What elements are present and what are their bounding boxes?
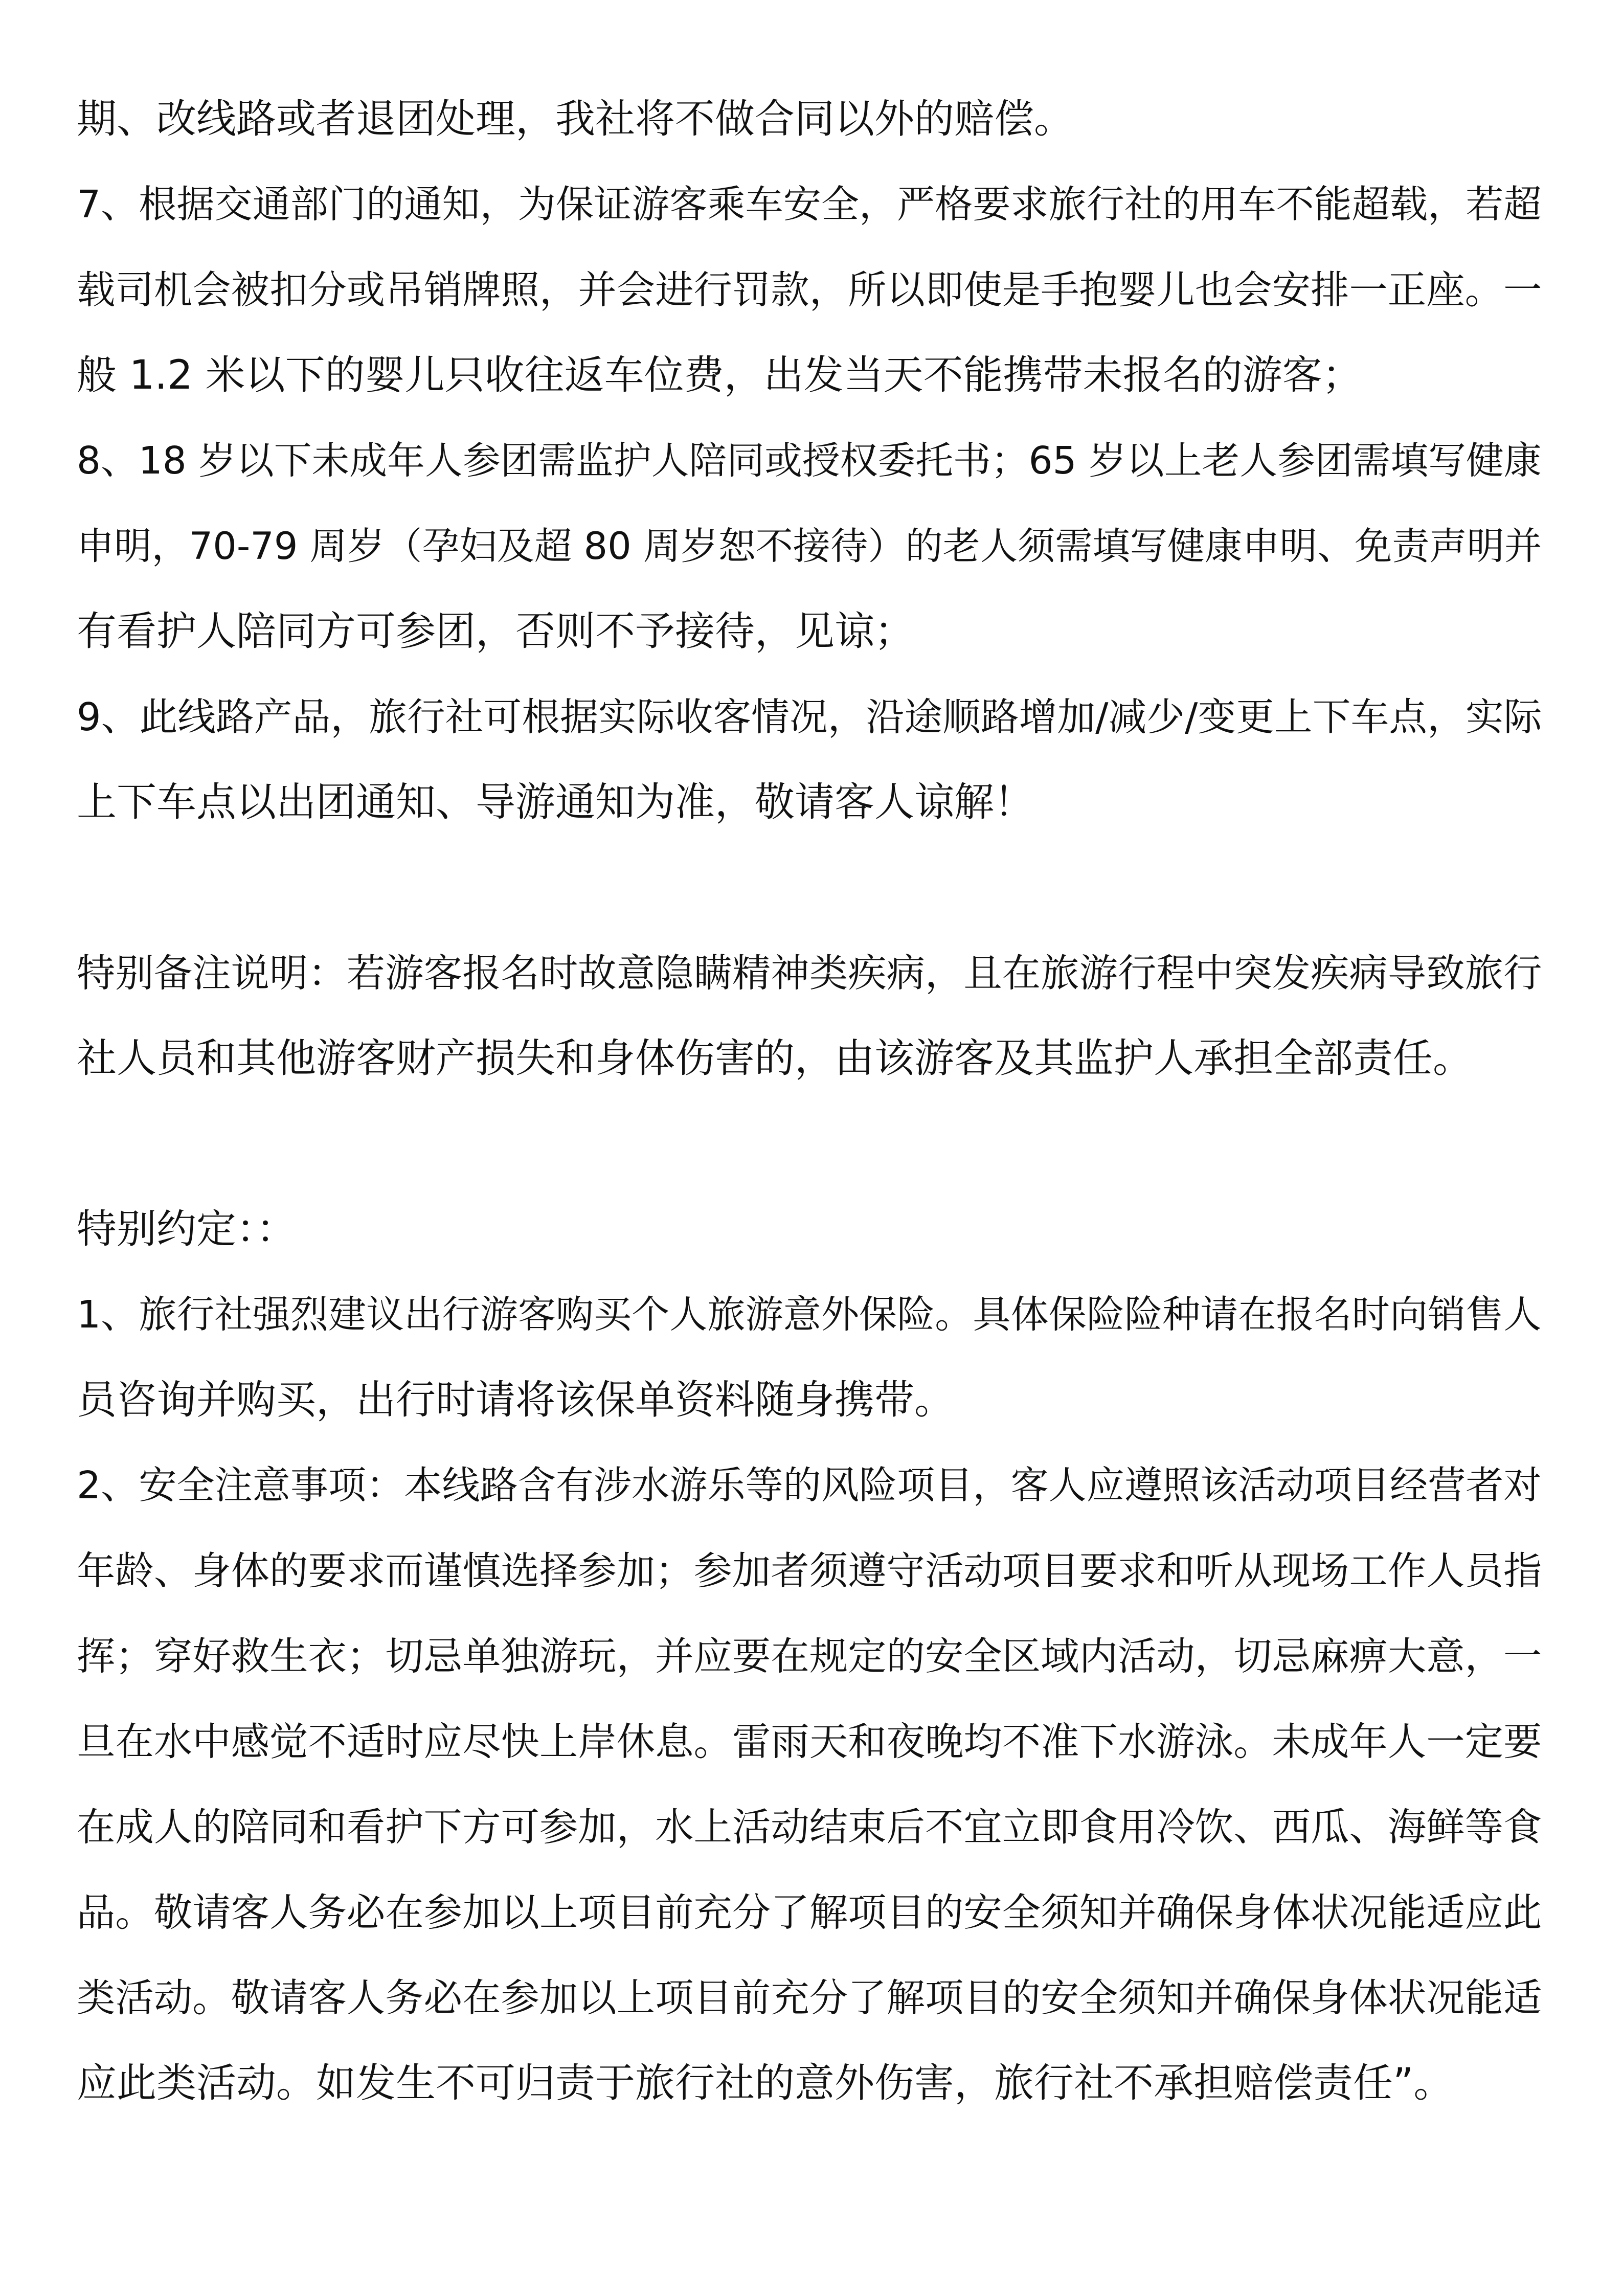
clause-7-line: 7、根据交通部门的通知，为保证游客乘车安全，严格要求旅行社的用车不能超载，若超 — [77, 183, 1542, 227]
text-line: 有看护人陪同方可参团，否则不予接待，见谅； — [77, 609, 915, 655]
text-line: 品。敬请客人务必在参加以上项目前充分了解项目的安全须知并确保身体状况能适应此 — [77, 1890, 1542, 1935]
text-line: 期、改线路或者退团处理，我社将不做合同以外的赔偿。 — [77, 96, 1074, 142]
clause-9-line: 9、此线路产品，旅行社可根据实际收客情况，沿途顺路增加/减少/变更上下车点，实际 — [77, 695, 1542, 739]
text-line: 挥；穿好救生衣；切忌单独游玩，并应要在规定的安全区域内活动，切忌麻痹大意，一 — [77, 1634, 1542, 1679]
text-line: 申明，70-79 周岁（孕妇及超 80 周岁恕不接待）的老人须需填写健康申明、免责声明并 — [77, 525, 1542, 568]
document-page — [77, 77, 1549, 2126]
text-line: 上下车点以出团通知、导游通知为准，敬请客人谅解！ — [77, 779, 1034, 825]
text-line: 年龄、身体的要求而谨慎选择参加；参加者须遵守活动项目要求和听从现场工作人员指 — [77, 1548, 1542, 1593]
text-line: 般 1.2 米以下的婴儿只收往返车位费，出发当天不能携带未报名的游客； — [77, 352, 1362, 398]
special-agreement-heading: 特别约定：： — [77, 1206, 297, 1252]
special-note-line: 特别备注说明：若游客报名时故意隐瞒精神类疾病，且在旅游行程中突发疾病导致旅行 — [77, 951, 1542, 996]
text-line: 旦在水中感觉不适时应尽快上岸休息。雷雨天和夜晚均不准下水游泳。未成年人一定要 — [77, 1719, 1542, 1764]
text-line: 载司机会被扣分或吊销牌照，并会进行罚款，所以即使是手抱婴儿也会安排一正座。一 — [77, 267, 1542, 312]
text-line: 在成人的陪同和看护下方可参加，水上活动结束后不宜立即食用冷饮、西瓜、海鲜等食 — [77, 1805, 1542, 1850]
agreement-1-line: 1、旅行社强烈建议出行游客购买个人旅游意外保险。具体保险险种请在报名时向销售人 — [77, 1293, 1542, 1337]
text-line: 员咨询并购买，出行时请将该保单资料随身携带。 — [77, 1377, 955, 1423]
agreement-2-line: 2、安全注意事项：本线路含有涉水游乐等的风险项目，客人应遵照该活动项目经营者对 — [77, 1464, 1542, 1507]
text-line: 类活动。敬请客人务必在参加以上项目前充分了解项目的安全须知并确保身体状况能适 — [77, 1975, 1542, 2020]
text-line: 应此类活动。如发生不可归责于旅行社的意外伤害，旅行社不承担赔偿责任”。 — [77, 2060, 1454, 2106]
clause-8-line: 8、18 岁以下未成年人参团需监护人陪同或授权委托书；65 岁以上老人参团需填写健康 — [77, 439, 1542, 483]
blank-line — [77, 845, 1549, 931]
blank-line — [77, 1101, 1549, 1187]
text-line: 社人员和其他游客财产损失和身体伤害的，由该游客及其监护人承担全部责任。 — [77, 1036, 1473, 1082]
